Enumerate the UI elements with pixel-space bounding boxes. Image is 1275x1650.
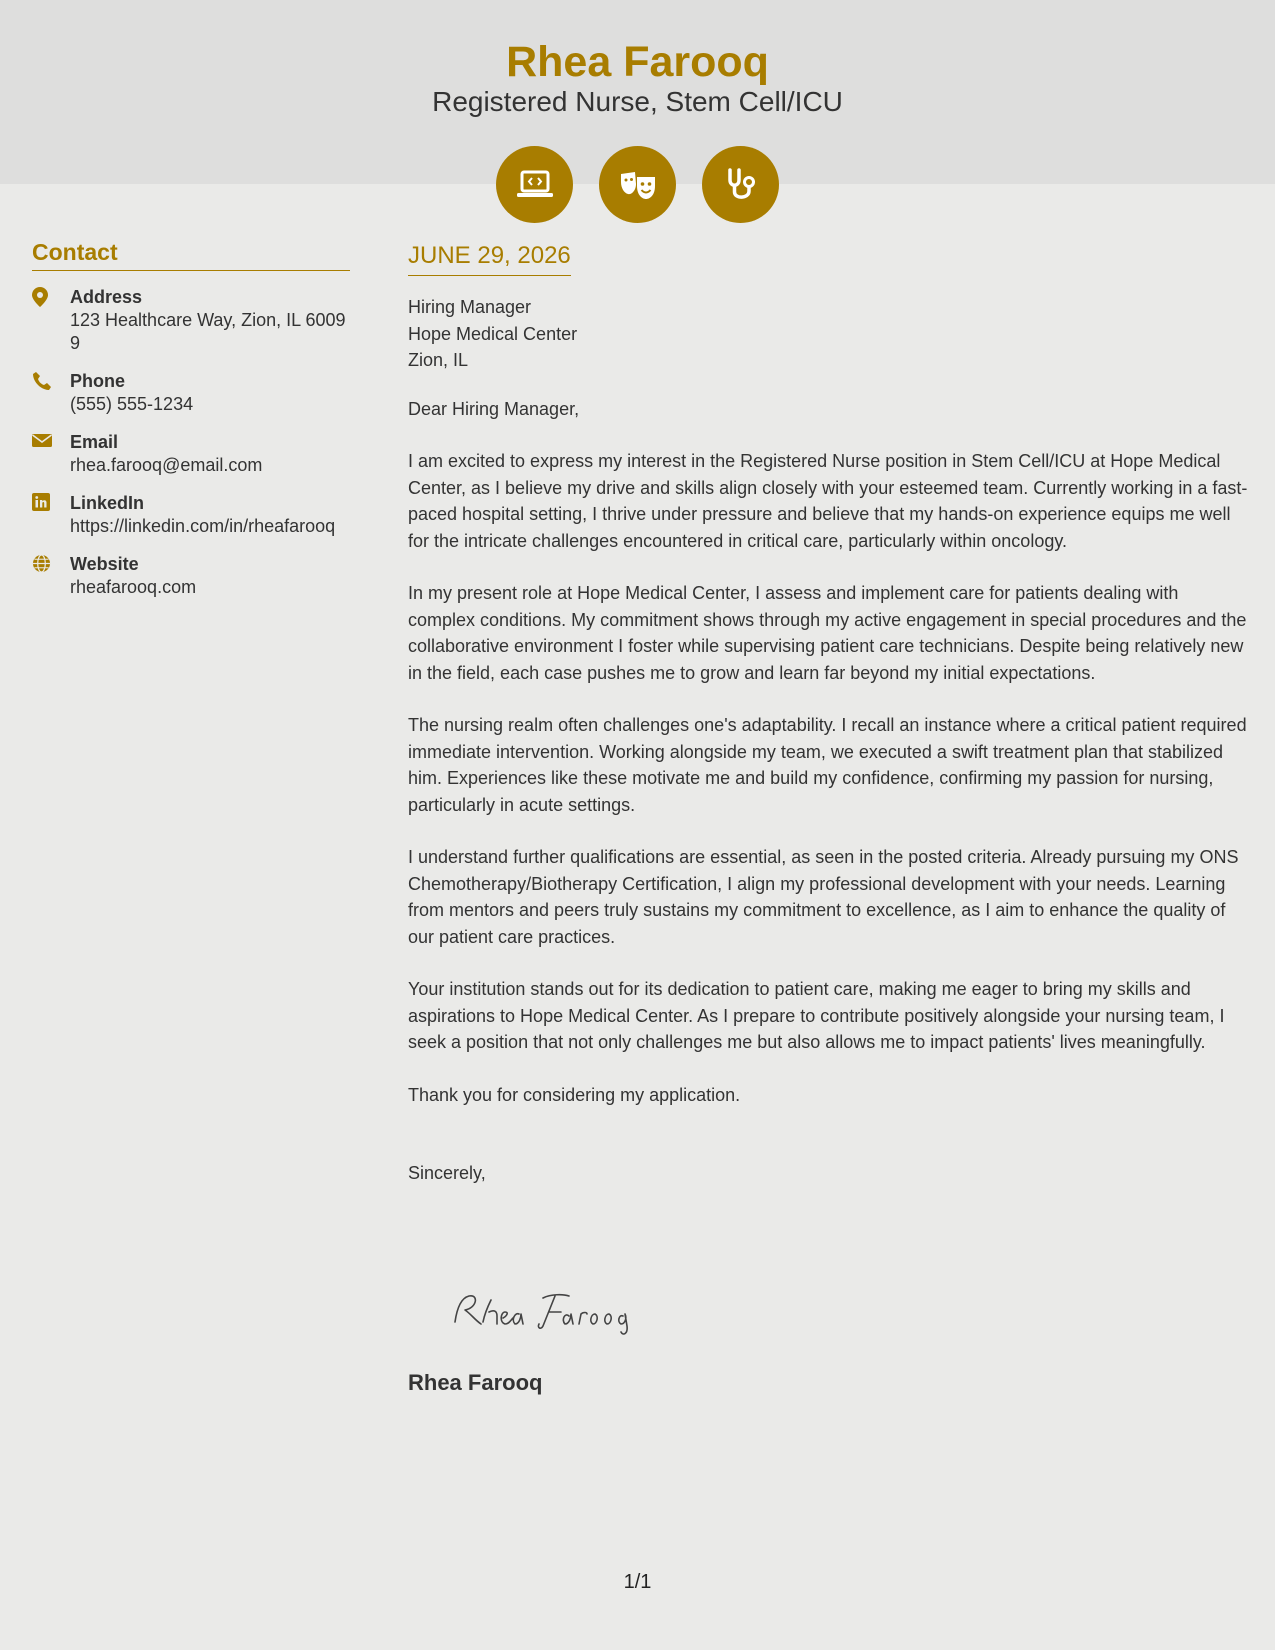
globe-icon <box>32 552 70 599</box>
recipient-line: Hope Medical Center <box>408 323 578 344</box>
theater-masks-icon <box>599 146 676 223</box>
job-title: Registered Nurse, Stem Cell/ICU <box>432 86 843 117</box>
linkedin-value[interactable]: https://linkedin.com/in/rheafarooq <box>70 516 336 536</box>
phone-icon <box>32 369 70 416</box>
contact-linkedin <box>32 491 350 538</box>
body-paragraph: The nursing realm often challenges one's adaptability. I recall an instance where a critical patient required immediate intervention. Working alongside my team, we executed a swift treatment plan that stabilized him. Experiences like these motivate me and build my confidence, confirming my passion for nursing, particularly in acute settings. <box>408 715 1247 815</box>
stethoscope-icon <box>702 146 779 223</box>
email-label: Email <box>70 432 119 452</box>
letter-body <box>408 240 1248 1187</box>
closing: Sincerely, <box>408 1163 486 1183</box>
recipient-block <box>408 294 1248 374</box>
map-marker-icon <box>32 285 70 355</box>
applicant-name: Rhea Farooq <box>506 38 769 86</box>
salutation: Dear Hiring Manager, <box>408 398 580 419</box>
contact-sidebar <box>32 238 350 599</box>
website-value[interactable]: rheafarooq.com <box>70 577 197 597</box>
website-label: Website <box>70 554 139 574</box>
page-number: 1/1 <box>623 1571 652 1593</box>
signer-name: Rhea Farooq <box>408 1370 543 1395</box>
contact-phone <box>32 369 350 416</box>
body-paragraph: Thank you for considering my application. <box>408 1084 741 1105</box>
contact-website <box>32 552 350 599</box>
recipient-line: Hiring Manager <box>408 297 532 317</box>
body-paragraph: I understand further qualifications are essential, as seen in the posted criteria. Already pursuing my ONS Chemotherapy/Biotherapy Certification, I align my professional development with your needs. Learning from mentors and peers truly sustains my commitment to excellence, as I aim to enhance the quality of our patient care practices. <box>408 847 1239 947</box>
body-paragraph: Your institution stands out for its dedication to patient care, making me eager to bring my skills and aspirations to Hope Medical Center. As I prepare to contribute positively alongside your nursing team, I seek a position that not only challenges me but also allows me to impact patients' lives meaningfully. <box>408 979 1225 1052</box>
body-paragraph: I am excited to express my interest in the Registered Nurse position in Stem Cell/ICU at Hope Medical Center, as I believe my drive and skills align closely with your esteemed team. Currently working in a fast-paced hospital setting, I thrive under pressure and believe that my hands-on experience equips me well for the intricate challenges encountered in critical care, particularly within oncology. <box>408 451 1248 551</box>
laptop-code-icon <box>496 146 573 223</box>
handwritten-signature <box>447 1282 637 1338</box>
header-icon-row <box>496 146 779 223</box>
email-value[interactable]: rhea.farooq@email.com <box>70 455 263 475</box>
contact-email <box>32 430 350 477</box>
letter-date: JUNE 29, 2026 <box>408 240 571 276</box>
phone-value: (555) 555-1234 <box>70 394 194 414</box>
linkedin-label: LinkedIn <box>70 493 145 513</box>
body-paragraph: In my present role at Hope Medical Center, I assess and implement care for patients dealing with complex conditions. My commitment shows through my active engagement in special procedures and the collaborative environment I foster while supervising patient care technicians. Despite being relatively new in the field, each case pushes me to grow and learn far beyond my initial expectations. <box>408 583 1247 683</box>
address-label: Address <box>70 287 143 307</box>
linkedin-icon <box>32 491 70 538</box>
recipient-line: Zion, IL <box>408 350 469 370</box>
envelope-icon <box>32 430 70 477</box>
phone-label: Phone <box>70 371 126 391</box>
contact-heading: Contact <box>32 238 350 271</box>
address-value: 123 Healthcare Way, Zion, IL 60099 <box>70 310 346 353</box>
contact-address <box>32 285 350 355</box>
